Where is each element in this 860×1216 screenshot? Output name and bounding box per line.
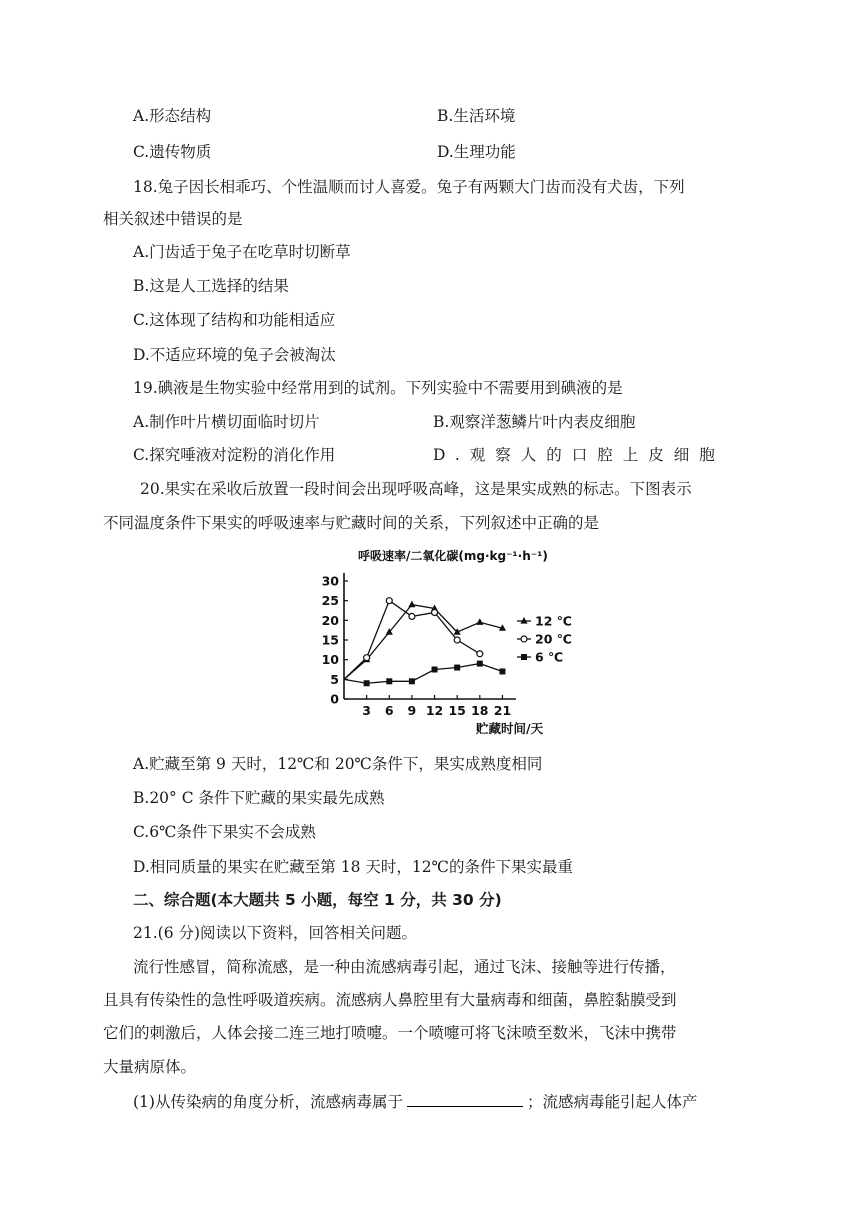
series-1-point xyxy=(409,613,415,619)
q17-option-d: D.生理功能 xyxy=(437,143,516,161)
q20-option-d: D.相同质量的果实在贮藏至第 18 天时，12℃的条件下果实最重 xyxy=(133,858,573,876)
section-title: 二、综合题(本大题共 5 小题，每空 1 分，共 30 分) xyxy=(133,891,502,909)
q21-sub1 xyxy=(133,1090,697,1112)
y-tick-label: 30 xyxy=(321,573,339,589)
series-2-point xyxy=(499,668,505,674)
q19-option-b: B.观察洋葱鳞片叶内表皮细胞 xyxy=(433,413,636,431)
respiration-rate-chart xyxy=(316,544,606,740)
q19-option-a: A.制作叶片横切面临时切片 xyxy=(133,413,320,431)
q21-stem: 21.(6 分)阅读以下资料，回答相关问题。 xyxy=(133,924,418,942)
series-2-point xyxy=(386,678,392,684)
q18-stem-line2: 相关叙述中错误的是 xyxy=(103,210,243,228)
legend-marker xyxy=(520,617,527,624)
q19-stem: 19.碘液是生物实验中经常用到的试剂。下列实验中不需要用到碘液的是 xyxy=(133,379,623,397)
q18-option-b: B.这是人工选择的结果 xyxy=(133,277,289,295)
series-1-point xyxy=(364,655,370,661)
x-tick-label: 3 xyxy=(362,703,371,718)
q21-sub1-tail: ；流感病毒能引起人体产 xyxy=(526,1093,698,1111)
x-tick-label: 15 xyxy=(448,703,466,718)
series-0-point xyxy=(476,618,483,625)
x-axis-label: 贮藏时间/天 xyxy=(476,721,544,736)
series-2-point xyxy=(364,680,370,686)
answer-blank[interactable] xyxy=(407,1092,523,1107)
q20-option-a: A.贮藏至第 9 天时，12℃和 20℃条件下，果实成熟度相同 xyxy=(133,755,543,773)
chart-title: 呼吸速率/二氧化碳(mg·kg⁻¹·h⁻¹) xyxy=(358,549,548,563)
legend-label: 12 ℃ xyxy=(535,613,572,629)
x-tick-label: 21 xyxy=(493,703,512,718)
q21-para-line2: 且具有传染性的急性呼吸道疾病。流感病人鼻腔里有大量病毒和细菌，鼻腔黏膜受到 xyxy=(103,991,677,1009)
y-tick-label: 5 xyxy=(330,671,339,687)
q17-option-b: B.生活环境 xyxy=(437,107,516,125)
q18-option-a: A.门齿适于兔子在吃草时切断草 xyxy=(133,243,351,261)
y-tick-label: 0 xyxy=(330,691,339,707)
series-2-point xyxy=(477,661,483,667)
x-tick-label: 6 xyxy=(384,703,394,718)
y-tick-label: 10 xyxy=(321,652,339,668)
legend-marker xyxy=(521,636,527,642)
series-2-point xyxy=(454,665,460,671)
q19-option-d: D.观察人的口腔上皮细胞 xyxy=(433,446,725,464)
q21-para-line3: 它们的刺激后，人体会接二连三地打喷嚏。一个喷嚏可将飞沫喷至数米，飞沫中携带 xyxy=(103,1024,677,1042)
legend-label: 20 ℃ xyxy=(535,631,572,647)
series-1-point xyxy=(432,609,438,615)
q21-sub1-text: (1)从传染病的角度分析，流感病毒属于 xyxy=(133,1093,403,1111)
series-1-point xyxy=(454,637,460,643)
q20-option-c: C.6℃条件下果实不会成熟 xyxy=(133,823,316,841)
q18-option-d: D.不适应环境的兔子会被淘汰 xyxy=(133,346,336,364)
x-tick-label: 18 xyxy=(471,703,489,718)
y-tick-label: 15 xyxy=(321,632,339,648)
q20-stem-line2: 不同温度条件下果实的呼吸速率与贮藏时间的关系，下列叙述中正确的是 xyxy=(103,514,600,532)
series-1-point xyxy=(386,598,392,604)
y-tick-label: 20 xyxy=(321,612,339,628)
q20-option-b: B.20° C 条件下贮藏的果实最先成熟 xyxy=(133,789,385,807)
q21-para-line4: 大量病原体。 xyxy=(103,1058,197,1076)
q19-option-c: C.探究唾液对淀粉的消化作用 xyxy=(133,446,336,464)
q17-option-a: A.形态结构 xyxy=(133,107,212,125)
legend-marker xyxy=(521,654,527,660)
y-tick-label: 25 xyxy=(321,593,339,609)
x-tick-label: 9 xyxy=(407,703,417,718)
q20-stem-line1: 20.果实在采收后放置一段时间会出现呼吸高峰，这是果实成熟的标志。下图表示 xyxy=(140,480,692,498)
q17-option-c: C.遗传物质 xyxy=(133,143,212,161)
x-tick-label: 12 xyxy=(425,703,444,718)
q18-option-c: C.这体现了结构和功能相适应 xyxy=(133,311,336,329)
series-2-point xyxy=(409,678,415,684)
series-line-0 xyxy=(344,605,502,680)
legend-label: 6 ℃ xyxy=(535,649,564,665)
series-2-point xyxy=(432,667,438,673)
q21-para-line1: 流行性感冒，简称流感，是一种由流感病毒引起，通过飞沫、接触等进行传播， xyxy=(133,958,676,976)
series-0-point xyxy=(408,601,415,608)
q18-stem-line1: 18.兔子因长相乖巧、个性温顺而讨人喜爱。兔子有两颗大门齿而没有犬齿，下列 xyxy=(133,178,685,196)
series-1-point xyxy=(477,651,483,657)
